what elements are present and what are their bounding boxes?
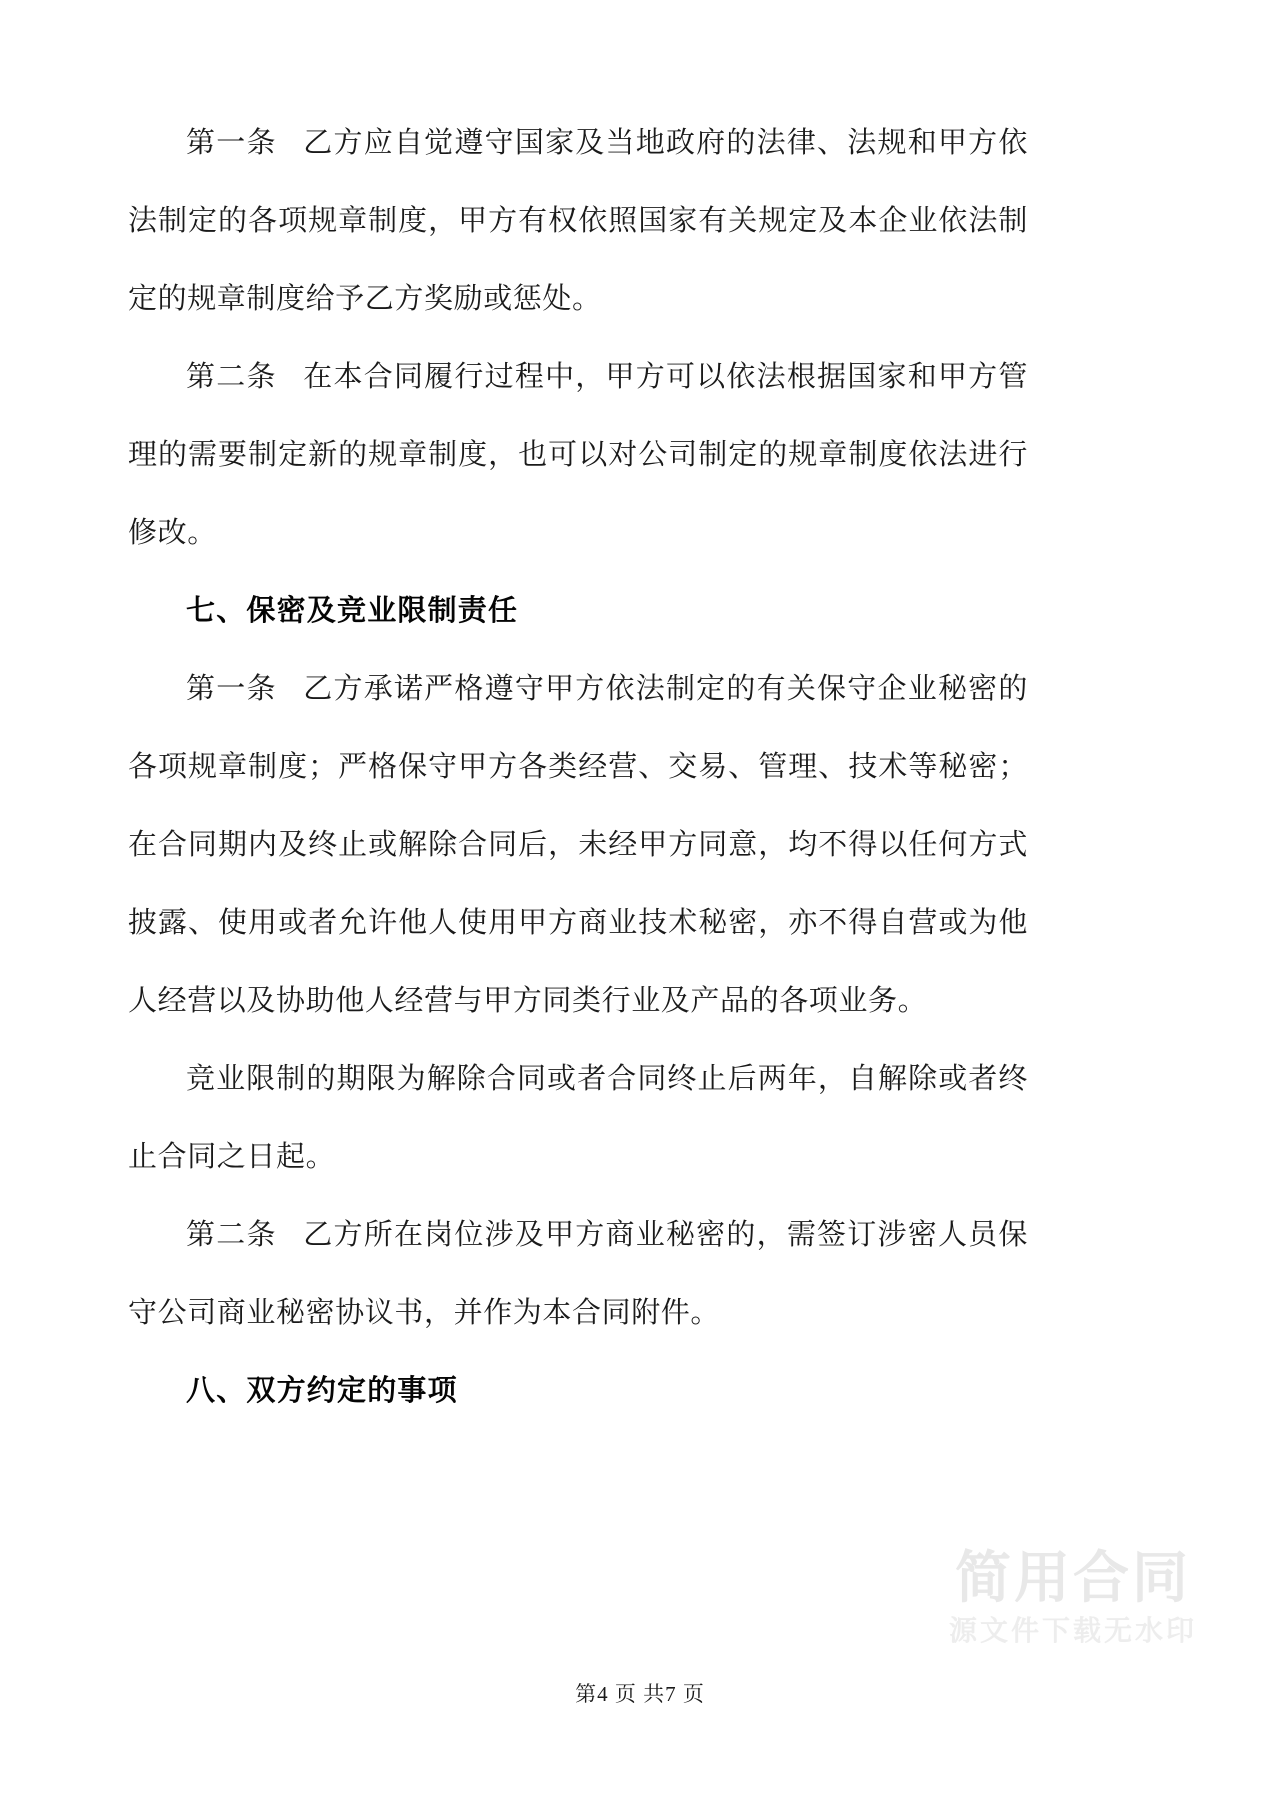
- clause-label: 第二条: [186, 1219, 277, 1251]
- clause-label: 第一条: [186, 127, 277, 159]
- clause-text: 乙方所在岗位涉及甲方商业秘密的，需签订涉密人员保守公司商业秘密协议书，并作为本合同附件。: [128, 1219, 1028, 1329]
- clause-text: 乙方应自觉遵守国家及当地政府的法律、法规和甲方依法制定的各项规章制度，甲方有权依照国家有关规定及本企业依法制定的规章制度给予乙方奖励或惩处。: [128, 127, 1028, 315]
- watermark: [908, 1545, 1238, 1651]
- clause-text: 乙方承诺严格遵守甲方依法制定的有关保守企业秘密的各项规章制度；严格保守甲方各类经营、交易、管理、技术等秘密；在合同期内及终止或解除合同后，未经甲方同意，均不得以任何方式披露、使用或者允许他人使用甲方商业技术秘密，亦不得自营或为他人经营以及协助他人经营与甲方同类行业及产品的各项业务。: [128, 673, 1028, 1017]
- clause-paragraph-7-2: [128, 1196, 1028, 1352]
- clause-paragraph-6-1: [128, 104, 1028, 338]
- clause-paragraph-7-1: [128, 650, 1028, 1040]
- page-footer-text: 第4 页 共7 页: [575, 1682, 705, 1706]
- clause-text: 竞业限制的期限为解除合同或者合同终止后两年，自解除或者终止合同之日起。: [128, 1063, 1028, 1173]
- document-body: [128, 104, 1028, 1430]
- section-heading-8: 八、双方约定的事项: [186, 1375, 458, 1407]
- clause-label: 第二条: [186, 361, 277, 393]
- section-heading-7: 七、保密及竞业限制责任: [186, 595, 519, 627]
- clause-paragraph-6-2: [128, 338, 1028, 572]
- clause-label: 第一条: [186, 673, 277, 705]
- noncompete-term-paragraph: [128, 1040, 1028, 1196]
- watermark-brand: 简用合同: [955, 1546, 1191, 1609]
- page-footer: [0, 1678, 1280, 1708]
- clause-text: 在本合同履行过程中，甲方可以依法根据国家和甲方管理的需要制定新的规章制度，也可以对公司制定的规章制度依法进行修改。: [128, 361, 1028, 549]
- watermark-tagline: 源文件下载无水印: [948, 1615, 1197, 1646]
